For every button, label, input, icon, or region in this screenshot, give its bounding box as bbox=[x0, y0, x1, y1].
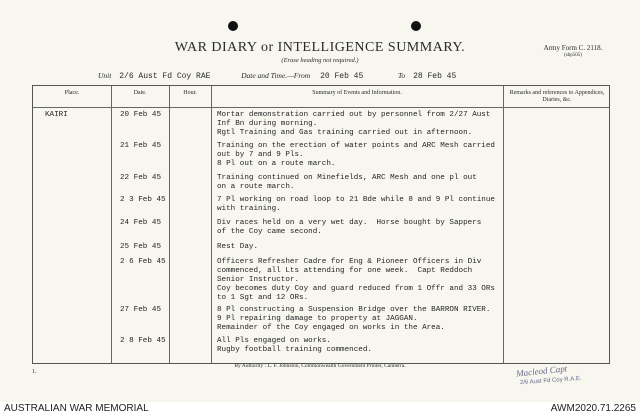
entry-date: 27 Feb 45 bbox=[120, 306, 162, 314]
entry-summary: Mortar demonstration carried out by personnel from 2/27 Aust Inf Bn during morning. Rgtl Training and Gas training carried out in afternoon. bbox=[217, 111, 491, 137]
column-header-hour: Hour. bbox=[183, 90, 197, 96]
unit-stamp: 2/6 Aust Fd Coy R.A.E. bbox=[519, 375, 582, 387]
caption-bar bbox=[0, 402, 640, 416]
header-divider bbox=[33, 107, 609, 108]
entry-summary: Training on the erection of water points and ARC Mesh carried out by 7 and 9 Pls. 8 Pl out on a route march. bbox=[217, 142, 495, 168]
entry-date: 24 Feb 45 bbox=[120, 219, 162, 227]
entry-date: 25 Feb 45 bbox=[120, 243, 162, 251]
printer-footer: By Authority : L. F. Johnston, Commonwealth Government Printer, Canberra. bbox=[234, 363, 406, 369]
entry-summary: 7 Pl working on road loop to 21 Bde while 8 and 9 Pl continue with training. bbox=[217, 196, 495, 213]
margin-mark: 1. bbox=[32, 369, 37, 375]
entry-summary: Rest Day. bbox=[217, 243, 259, 251]
archive-name: AUSTRALIAN WAR MEMORIAL bbox=[4, 403, 149, 414]
unit-line bbox=[98, 71, 456, 81]
diary-table bbox=[32, 85, 610, 364]
column-divider bbox=[211, 86, 212, 363]
column-divider bbox=[169, 86, 170, 363]
entry-date: 2 3 Feb 45 bbox=[120, 196, 166, 204]
column-divider bbox=[503, 86, 504, 363]
column-header-date: Date. bbox=[133, 90, 147, 96]
entry-summary: Div races held on a very wet day. Horse bought by Sappers of the Coy came second. bbox=[217, 219, 482, 236]
entry-date: 2 8 Feb 45 bbox=[120, 337, 166, 345]
signature: Macleod Capt bbox=[515, 363, 568, 379]
page-subtitle: (Erase heading not required.) bbox=[281, 57, 359, 64]
column-header-place: Place. bbox=[64, 90, 80, 96]
to-value: 28 Feb 45 bbox=[413, 72, 457, 81]
column-header-remarks: Remarks and references to Appendices, Diaries, &c. bbox=[509, 90, 605, 103]
form-number bbox=[518, 44, 628, 60]
unit-value: 2/6 Aust Fd Coy RAE bbox=[119, 72, 211, 81]
punch-hole bbox=[228, 21, 238, 31]
form-number-sub: (shp505) bbox=[564, 53, 582, 58]
column-header-summary: Summary of Events and Information. bbox=[312, 90, 402, 96]
entry-summary: 8 Pl constructing a Suspension Bridge over the BARRON RIVER. 9 Pl repairing damage to property at JAGGAN. Remainder of the Coy engaged on works in the Area. bbox=[217, 306, 491, 332]
date-label: Date and Time.—From bbox=[241, 71, 311, 80]
entry-summary: All Pls engaged on works. Rugby football training commenced. bbox=[217, 337, 372, 354]
entry-date: 21 Feb 45 bbox=[120, 142, 162, 150]
column-divider bbox=[111, 86, 112, 363]
form-number-label: Army Form C. 2118. bbox=[543, 44, 603, 52]
from-value: 20 Feb 45 bbox=[320, 72, 364, 81]
entry-summary: Training continued on Minefields, ARC Mesh and one pl out on a route march. bbox=[217, 174, 477, 191]
entry-summary: Officers Refresher Cadre for Eng & Pioneer Officers in Div commenced, all Lts attending for one week. Capt Reddoch Senior Instructor. Coy becomes duty Coy and guard reduced from 1 Offr and 33 ORs to 1 Sgt and 12 ORs. bbox=[217, 258, 495, 302]
entry-date: 22 Feb 45 bbox=[120, 174, 162, 182]
entry-date: 20 Feb 45 bbox=[120, 111, 162, 119]
unit-label: Unit bbox=[98, 71, 112, 80]
page-title: WAR DIARY or INTELLIGENCE SUMMARY. bbox=[174, 40, 466, 55]
entry-date: 2 6 Feb 45 bbox=[120, 258, 166, 266]
punch-hole bbox=[411, 21, 421, 31]
archive-id: AWM2020.71.2265 bbox=[550, 403, 636, 414]
to-label: To bbox=[397, 71, 406, 80]
place-value: KAIRI bbox=[45, 111, 68, 119]
